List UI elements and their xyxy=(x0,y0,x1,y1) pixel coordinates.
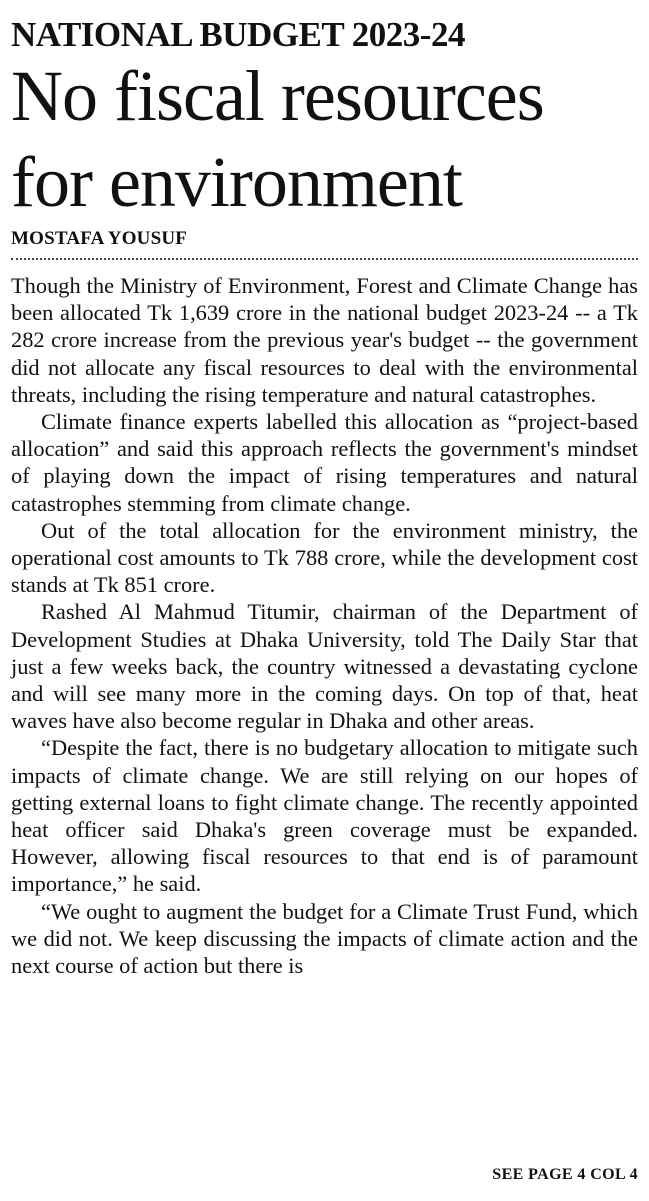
paragraph-6: “We ought to augment the budget for a Climate Trust Fund, which we did not. We keep discussing the impacts of climate action and the next course of action but there is xyxy=(11,898,638,979)
article-body xyxy=(11,272,638,979)
paragraph-2: Climate finance experts labelled this allocation as “project-based allocation” and said this approach reflects the government's mindset of playing down the impact of rising temperatures and natural catastrophes stemming from climate change. xyxy=(11,409,638,516)
paragraph-3: Out of the total allocation for the environment ministry, the operational cost amounts to Tk 788 crore, while the development cost stands at Tk 851 crore. xyxy=(11,517,638,598)
section-kicker: NATIONAL BUDGET 2023-24 xyxy=(11,15,465,54)
headline-line-2: for environment xyxy=(11,142,462,222)
headline xyxy=(11,53,638,225)
continuation-reference: SEE PAGE 4 COL 4 xyxy=(492,1166,638,1183)
headline-line-1: No fiscal resources xyxy=(11,56,544,136)
paragraph-4: Rashed Al Mahmud Titumir, chairman of the Department of Development Studies at Dhaka University, told The Daily Star that just a few weeks back, the country witnessed a devastating cyclone and will see many more in the coming days. On top of that, heat waves have also become regular in Dhaka and other areas. xyxy=(11,599,638,734)
paragraph-1: Though the Ministry of Environment, Forest and Climate Change has been allocated Tk 1,639 crore in the national budget 2023-24 -- a Tk 282 crore increase from the previous year's budget -- the government did not allocate any fiscal resources to deal with the environmental threats, including the rising temperature and natural catastrophes. xyxy=(11,273,638,407)
paragraph-5: “Despite the fact, there is no budgetary allocation to mitigate such impacts of climate change. We are still relying on our hopes of getting external loans to fight climate change. The recently appointed heat officer said Dhaka's green coverage must be expanded. However, allowing fiscal resources to that end is of paramount importance,” he said. xyxy=(11,735,638,897)
article xyxy=(11,16,638,979)
byline: MOSTAFA YOUSUF xyxy=(11,228,638,260)
